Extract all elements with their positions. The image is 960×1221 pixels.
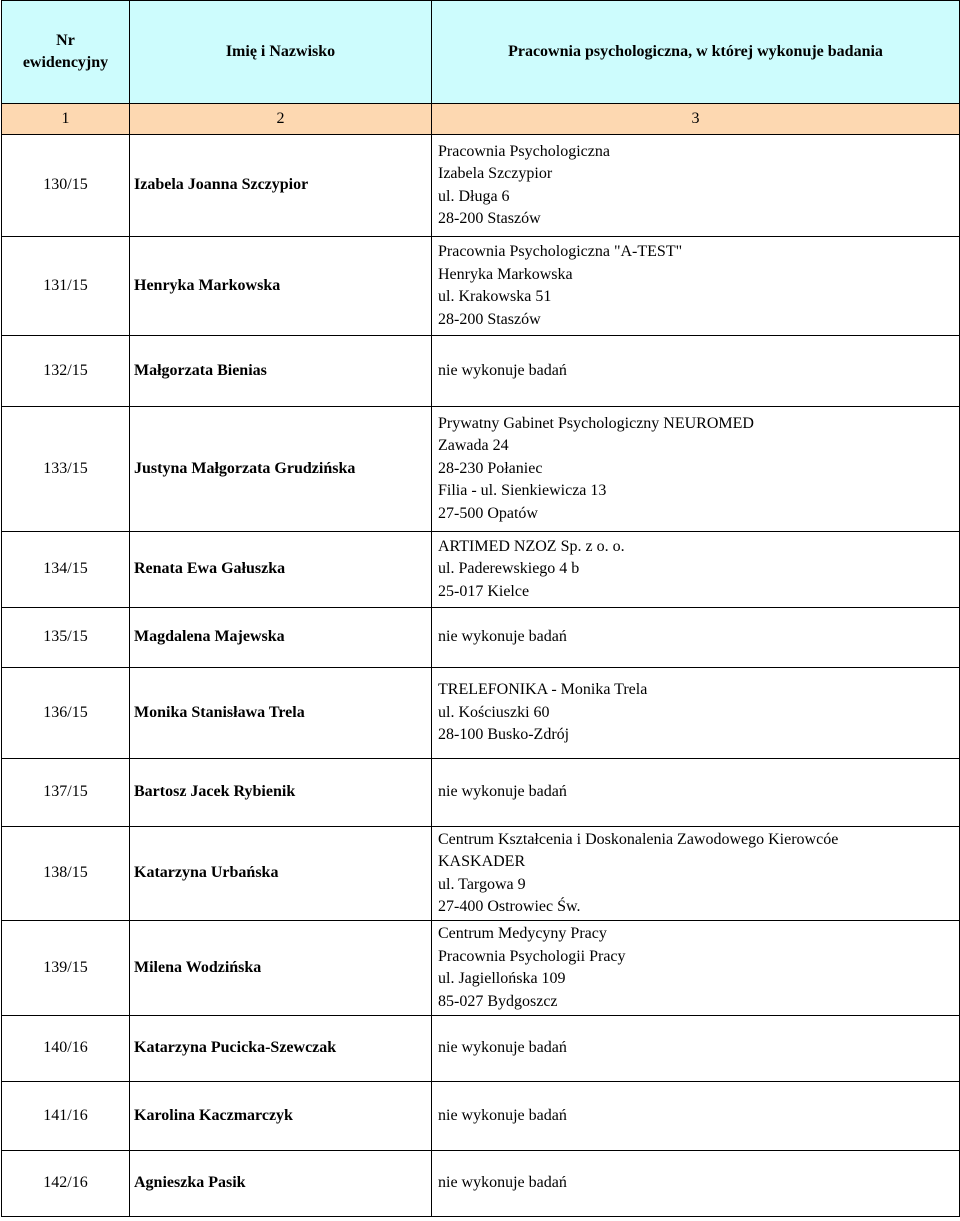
table-row: [2, 668, 960, 759]
psychology-lab: [432, 135, 960, 237]
person-name: Małgorzata Bienias: [130, 336, 432, 407]
person-name: Justyna Małgorzata Grudzińska: [130, 407, 432, 532]
registration-number: 138/15: [2, 827, 130, 921]
psychology-lab: [432, 336, 960, 407]
column-number-3: 3: [432, 104, 960, 135]
table-row: [2, 759, 960, 827]
lab-line: 85-027 Bydgoszcz: [438, 992, 558, 1010]
lab-line: Pracownia Psychologiczna "A-TEST": [438, 243, 683, 260]
header-nr: [2, 1, 130, 104]
person-name: Karolina Kaczmarczyk: [130, 1082, 432, 1151]
registration-number: 137/15: [2, 759, 130, 827]
lab-line: nie wykonuje badań: [438, 783, 567, 801]
table-row: [2, 921, 960, 1016]
lab-line: Filia - ul. Sienkiewicza 13: [438, 482, 607, 500]
lab-line: 28-200 Staszów: [438, 210, 541, 227]
lab-line: nie wykonuje badań: [438, 1174, 567, 1192]
lab-line: nie wykonuje badań: [438, 361, 567, 379]
person-name: Bartosz Jacek Rybienik: [130, 759, 432, 827]
lab-line: Centrum Kształcenia i Doskonalenia Zawodowego Kierowcóe: [438, 830, 839, 848]
psychology-lab: [432, 921, 960, 1016]
person-name: Izabela Joanna Szczypior: [130, 135, 432, 237]
lab-line: ul. Jagiellońska 109: [438, 970, 566, 987]
table-row: [2, 1016, 960, 1082]
header-nr-line-1: Nr: [56, 32, 75, 49]
registration-number: 136/15: [2, 668, 130, 759]
registration-number: 135/15: [2, 608, 130, 668]
table-row: [2, 407, 960, 532]
person-name: Monika Stanisława Trela: [130, 668, 432, 759]
psychology-lab: [432, 1082, 960, 1151]
psychology-lab: [432, 608, 960, 668]
lab-line: ul. Paderewskiego 4 b: [438, 560, 580, 578]
lab-line: TRELEFONIKA - Monika Trela: [438, 681, 648, 699]
lab-line: Pracownia Psychologii Pracy: [438, 947, 626, 965]
table-row: [2, 827, 960, 921]
lab-line: ARTIMED NZOZ Sp. z o. o.: [438, 537, 625, 555]
registration-number: 130/15: [2, 135, 130, 237]
lab-line: 28-230 Połaniec: [438, 459, 543, 477]
registration-number: 132/15: [2, 336, 130, 407]
header-nr-line-2: ewidencyjny: [22, 54, 109, 71]
table-row: [2, 237, 960, 336]
lab-line: nie wykonuje badań: [438, 1039, 567, 1057]
table-row: [2, 336, 960, 407]
lab-line: ul. Krakowska 51: [438, 288, 552, 305]
psychology-lab: [432, 759, 960, 827]
table-row: [2, 1082, 960, 1151]
lab-line: ul. Długa 6: [438, 187, 510, 205]
registration-number: 134/15: [2, 532, 130, 608]
lab-line: ul. Targowa 9: [438, 875, 526, 893]
lab-line: Zawada 24: [438, 437, 509, 455]
psychology-lab: [432, 532, 960, 608]
lab-line: 27-500 Opatów: [438, 504, 538, 522]
table-row: [2, 532, 960, 608]
column-number-2: 2: [130, 104, 432, 135]
psychology-lab: [432, 668, 960, 759]
psychology-lab: [432, 407, 960, 532]
header-name: Imię i Nazwisko: [130, 1, 432, 104]
header-row: [2, 1, 960, 104]
registration-number: 133/15: [2, 407, 130, 532]
lab-line: Prywatny Gabinet Psychologiczny NEUROMED: [438, 414, 754, 432]
person-name: Agnieszka Pasik: [130, 1151, 432, 1217]
lab-line: Henryka Markowska: [438, 265, 573, 283]
psychology-lab: [432, 1016, 960, 1082]
lab-line: Izabela Szczypior: [438, 165, 553, 182]
column-number-1: 1: [2, 104, 130, 135]
person-name: Katarzyna Pucicka-Szewczak: [130, 1016, 432, 1082]
lab-line: 28-100 Busko-Zdrój: [438, 726, 570, 744]
psychology-lab: [432, 237, 960, 336]
registration-number: 140/16: [2, 1016, 130, 1082]
person-name: Henryka Markowska: [130, 237, 432, 336]
lab-line: 28-200 Staszów: [438, 310, 541, 328]
registration-number: 141/16: [2, 1082, 130, 1151]
table-row: [2, 1151, 960, 1217]
person-name: Milena Wodzińska: [130, 921, 432, 1016]
lab-line: Pracownia Psychologiczna: [438, 142, 610, 160]
registration-number: 131/15: [2, 237, 130, 336]
lab-line: 25-017 Kielce: [438, 582, 530, 600]
lab-line: KASKADER: [438, 853, 526, 870]
person-name: Magdalena Majewska: [130, 608, 432, 668]
lab-line: ul. Kościuszki 60: [438, 703, 550, 721]
psychology-lab: [432, 1151, 960, 1217]
lab-line: nie wykonuje badań: [438, 628, 567, 646]
table-row: [2, 608, 960, 668]
lab-line: Centrum Medycyny Pracy: [438, 925, 607, 942]
person-name: Renata Ewa Gałuszka: [130, 532, 432, 608]
lab-line: nie wykonuje badań: [438, 1106, 567, 1124]
column-number-row: [2, 104, 960, 135]
psychology-lab: [432, 827, 960, 921]
lab-line: 27-400 Ostrowiec Św.: [438, 898, 581, 915]
header-lab: Pracownia psychologiczna, w której wykonuje badania: [432, 1, 960, 104]
table-row: [2, 135, 960, 237]
psychologists-table: [1, 0, 960, 1217]
registration-number: 139/15: [2, 921, 130, 1016]
person-name: Katarzyna Urbańska: [130, 827, 432, 921]
registration-number: 142/16: [2, 1151, 130, 1217]
